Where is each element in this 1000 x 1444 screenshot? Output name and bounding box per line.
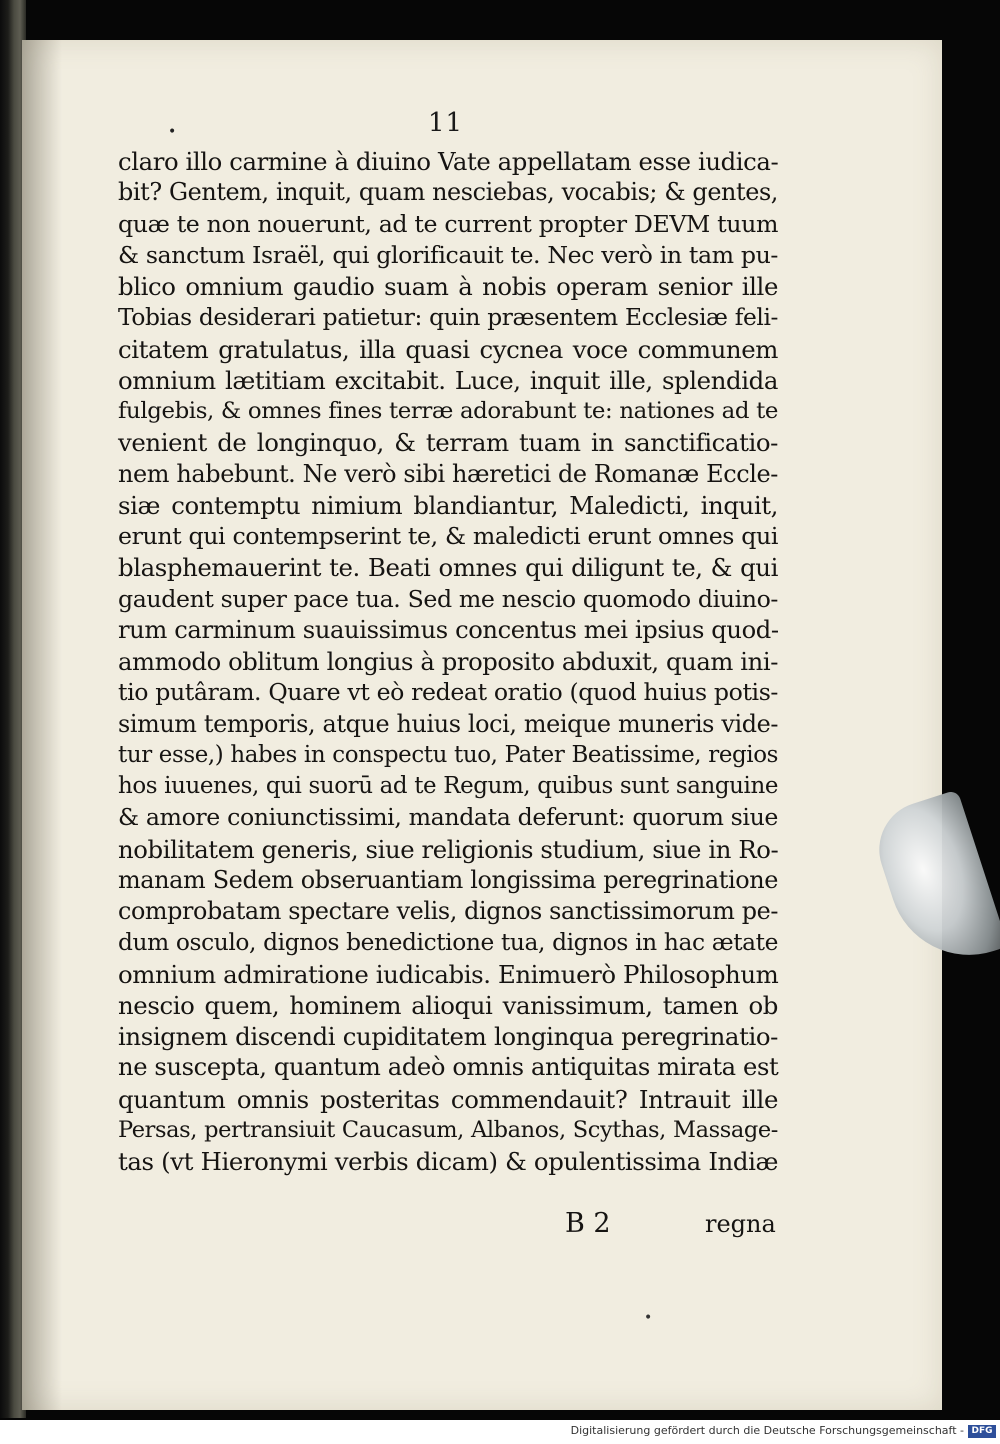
text-line: quantum omnis posteritas commendauit? Intrauit ille [118, 1084, 778, 1114]
text-line: nem habebunt. Ne verò sibi hæretici de Romanæ Eccle- [118, 459, 778, 488]
text-line: omnium lætitiam excitabit. Luce, inquit ille, splendida [118, 365, 778, 395]
text-line: nobilitatem generis, siue religionis studium, siue in Ro- [118, 834, 779, 864]
text-line: fulgebis, & omnes fines terræ adorabunt te: nationes ad te [118, 398, 778, 424]
text-line: ne suscepta, quantum adeò omnis antiquitas mirata est [118, 1053, 779, 1082]
page-number: 11 [428, 108, 464, 138]
text-line: insignem discendi cupiditatem longinqua peregrinatio- [118, 1022, 778, 1051]
text-line: blico omnium gaudio suam à nobis operam senior ille [118, 272, 778, 301]
text-line: claro illo carmine à diuino Vate appellatam esse iudica- [118, 147, 779, 176]
text-line: dum osculo, dignos benedictione tua, dignos in hac ætate [118, 929, 778, 957]
text-line: Tobias desiderari patietur: quin præsentem Ecclesiæ feli- [118, 303, 778, 332]
text-line: citatem gratulatus, illa quasi cycnea voce communem [118, 334, 778, 364]
text-line: ammodo oblitum longius à proposito abduxit, quam ini- [118, 647, 779, 676]
text-line: Persas, pertransiuit Caucasum, Albanos, Scythas, Massage- [118, 1116, 778, 1143]
text-line: tas (vt Hieronymi verbis dicam) & opulentissima Indiæ [118, 1147, 778, 1176]
text-line: hos iuuenes, qui suorū ad te Regum, quibus sunt sanguine [118, 773, 778, 799]
text-line: blasphemauerint te. Beati omnes qui diligunt te, & qui [118, 553, 778, 583]
signature-mark: B 2 [565, 1208, 611, 1239]
body-text [118, 146, 778, 1177]
text-line: tur esse,) habes in conspectu tuo, Pater Beatissime, regios [118, 741, 778, 768]
text-line: gaudent super pace tua. Sed me nescio quomodo diuino- [118, 584, 778, 613]
funding-notice: Digitalisierung gefördert durch die Deutsche Forschungsgemeinschaft - [570, 1424, 964, 1437]
text-line: & amore coniunctissimi, mandata deferunt: quorum siue [118, 803, 778, 832]
ornament-dot-bottom: • [644, 1310, 653, 1326]
text-line: venient de longinquo, & terram tuam in sanctificatio- [118, 428, 778, 458]
page-gutter-shadow [22, 40, 62, 1410]
text-line: quæ te non nouerunt, ad te current propter DEVM tuum [118, 209, 778, 238]
dfg-logo-icon: DFG [968, 1425, 996, 1438]
text-line: comprobatam spectare velis, dignos sanctissimorum pe- [118, 897, 778, 925]
catchword: regna [705, 1210, 776, 1238]
text-line: simum temporis, atque huius loci, meique muneris vide- [118, 709, 778, 738]
text-line: erunt qui contempserint te, & maledicti erunt omnes qui [118, 522, 778, 550]
text-line: rum carminum suauissimus concentus mei ipsius quod- [118, 615, 779, 644]
ornament-dot: • [168, 124, 177, 140]
text-line: manam Sedem obseruantiam longissima peregrinatione [118, 865, 778, 894]
text-line: tio putâram. Quare vt eò redeat oratio (quod huius potis- [118, 678, 778, 707]
text-line: nescio quem, hominem alioqui vanissimum, tamen ob [118, 990, 778, 1020]
text-line: omnium admiratione iudicabis. Enimuerò Philosophum [118, 959, 779, 989]
text-line: bit? Gentem, inquit, quam nesciebas, vocabis; & gentes, [118, 178, 778, 207]
text-line: & sanctum Israël, qui glorificauit te. Nec verò in tam pu- [118, 240, 778, 269]
text-line: siæ contemptu nimium blandiantur, Maledicti, inquit, [118, 490, 778, 520]
